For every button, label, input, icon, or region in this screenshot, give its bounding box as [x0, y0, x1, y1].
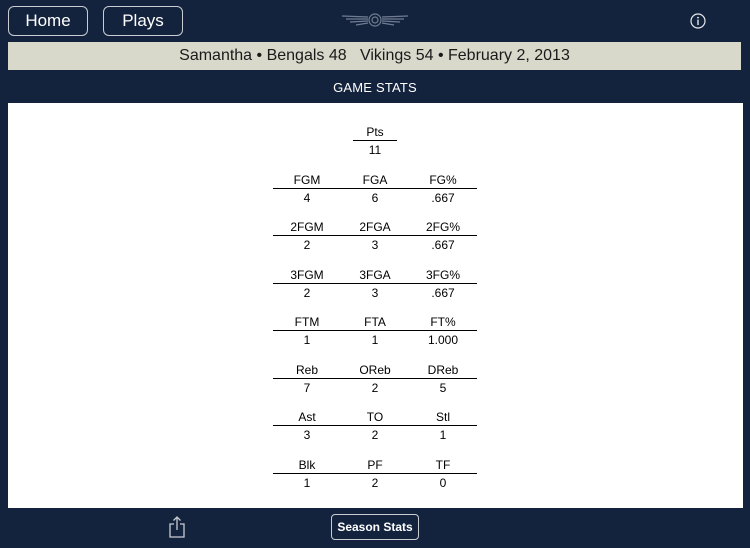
stat-value: 11 — [368, 143, 382, 157]
stat-label: Pts — [353, 125, 397, 141]
stat-label: FG% — [429, 173, 457, 187]
home-button[interactable]: Home — [8, 6, 88, 36]
stats-panel — [8, 103, 743, 508]
stat-value: 0 — [439, 476, 447, 490]
stat-label: TF — [435, 458, 451, 472]
stat-label: 3FGA — [359, 268, 391, 282]
game-info-bar: Samantha • Bengals 48 Vikings 54 • February 2, 2013 — [8, 42, 741, 70]
stat-value: 3 — [371, 286, 379, 300]
stat-label: 2FG% — [425, 220, 460, 234]
stat-label: 3FGM — [290, 268, 324, 282]
stat-value: 1.000 — [427, 333, 459, 347]
stat-value: 2 — [371, 428, 379, 442]
stat-value: 1 — [303, 476, 311, 490]
stat-label: FGM — [293, 173, 321, 187]
stat-label: OReb — [359, 363, 391, 377]
stat-label: Blk — [298, 458, 316, 472]
stat-value: 2 — [303, 286, 311, 300]
stat-value: 3 — [371, 238, 379, 252]
stat-label: 2FGA — [359, 220, 391, 234]
points-block — [353, 125, 397, 157]
stat-label: DReb — [427, 363, 459, 377]
stat-value: .667 — [431, 238, 455, 252]
stat-label: Ast — [298, 410, 316, 424]
stat-block — [273, 410, 477, 442]
stat-value: 1 — [303, 333, 311, 347]
stat-value: 1 — [439, 428, 447, 442]
stat-value: .667 — [431, 286, 455, 300]
info-icon[interactable] — [690, 13, 706, 29]
stat-label: 3FG% — [425, 268, 460, 282]
plays-button[interactable]: Plays — [103, 6, 183, 36]
stat-label: TO — [366, 410, 384, 424]
stat-value: 7 — [303, 381, 311, 395]
stat-label: FGA — [362, 173, 388, 187]
stat-label: FTM — [294, 315, 320, 329]
stat-label: FTA — [364, 315, 386, 329]
stat-value: 6 — [371, 191, 379, 205]
stat-label: PF — [367, 458, 383, 472]
stat-label: 2FGM — [290, 220, 324, 234]
stat-block — [273, 458, 477, 490]
stat-value: 5 — [439, 381, 447, 395]
stat-label: Stl — [435, 410, 450, 424]
stat-label: FT% — [430, 315, 456, 329]
stat-block — [273, 220, 477, 252]
section-title: GAME STATS — [333, 80, 417, 95]
stat-block — [273, 315, 477, 347]
stat-label: Reb — [295, 363, 318, 377]
winged-logo-icon — [340, 10, 410, 30]
stat-value: 2 — [303, 238, 311, 252]
stat-value: 2 — [371, 476, 379, 490]
season-stats-button[interactable]: Season Stats — [331, 514, 419, 540]
stat-value: 2 — [371, 381, 379, 395]
share-icon[interactable] — [168, 516, 186, 538]
stat-value: .667 — [431, 191, 455, 205]
stat-value: 3 — [303, 428, 311, 442]
stat-value: 4 — [303, 191, 311, 205]
stat-block — [273, 173, 477, 205]
stat-block — [273, 268, 477, 300]
stat-value: 1 — [371, 333, 379, 347]
stat-block — [273, 363, 477, 395]
